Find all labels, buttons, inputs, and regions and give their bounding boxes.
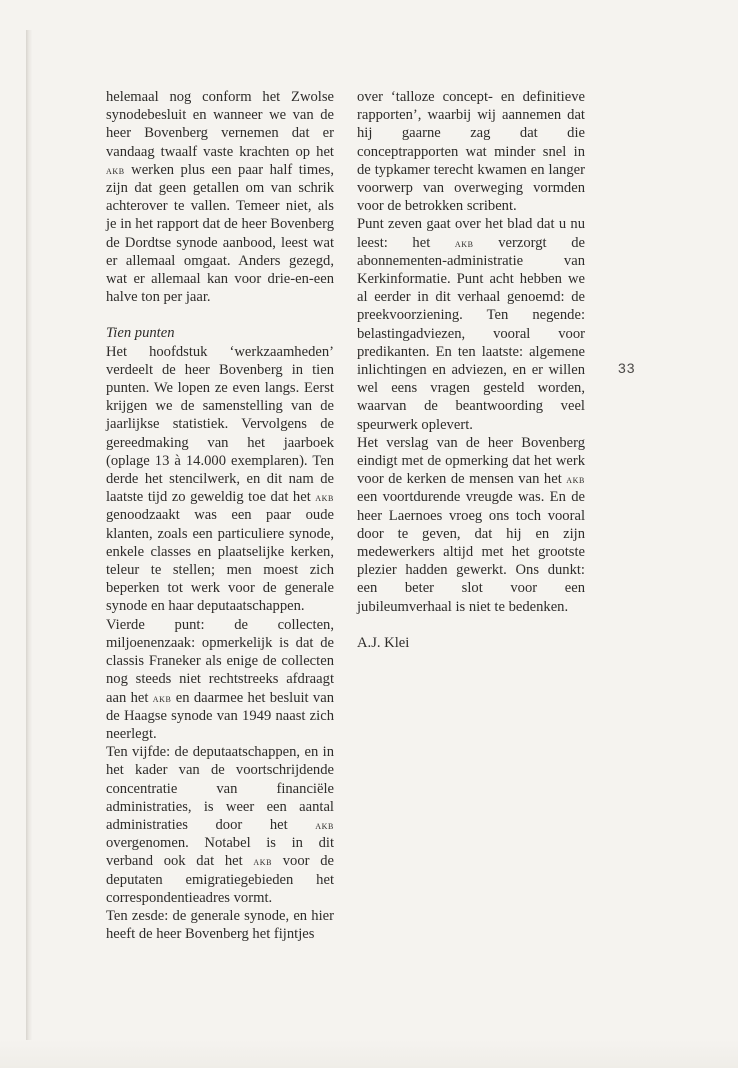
right-paragraph-3: Het verslag van de heer Bovenberg eindigt met de opmerking dat het werk voor de kerken de mensen van het akb een voortdurende vreugde was. En de heer Laernoes vroeg ons toch vooral door te geven, dat hij en zijn medewerkers altijd met het grootste plezier hadden gewerkt. Ons dunkt: een beter slot voor een jubileumverhaal is niet te bedenken. <box>357 434 585 615</box>
akb-abbreviation: akb <box>152 690 172 705</box>
left-column <box>106 88 334 943</box>
akb-abbreviation: akb <box>253 854 273 869</box>
book-spine-shadow <box>26 30 32 1040</box>
left-intro-paragraph: helemaal nog conform het Zwolse synodebesluit en wanneer we van de heer Bovenberg vernemen dat er vandaag twaalf vaste krachten op het akb werken plus een paar half times, zijn dat geen getallen om van schrik achterover te vallen. Temeer niet, als je in het rapport dat de heer Bovenberg de Dordtse synode aanbood, leest wat er allemaal omgaat. Anders gezegd, wat er allemaal kan voor drie-en-een halve ton per jaar. <box>106 89 334 306</box>
section-heading: Tien punten <box>106 325 175 342</box>
akb-abbreviation: akb <box>315 817 334 832</box>
left-paragraph-2: Vierde punt: de collecten, miljoenenzaak: opmerkelijk is dat de classis Franeker als enige de collecten nog steeds niet rechtstreeks afdraagt aan het akb en daarmee het besluit van de Haagse synode van 1949 naast zich neerlegt. <box>106 616 334 742</box>
page-number: 33 <box>618 360 636 376</box>
right-column <box>357 88 585 652</box>
right-paragraph-1: over ‘talloze concept- en definitieve rapporten’, waarbij wij aannemen dat hij gaarne zag dat die conceptrapporten wat minder snel in de typkamer terecht kwamen en langer voorwerp van overweging vormden voor de betrokken scribent. <box>357 89 585 215</box>
akb-abbreviation: akb <box>454 235 474 250</box>
akb-abbreviation: akb <box>106 162 125 177</box>
akb-abbreviation: akb <box>566 472 585 487</box>
left-paragraph-4: Ten zesde: de generale synode, en hier heeft de heer Bovenberg het fijntjes <box>106 907 334 943</box>
left-paragraph-3: Ten vijfde: de deputaatschappen, en in het kader van de voortschrijdende concentratie van financiële administraties, is weer een aantal administraties door het akb overgenomen. Notabel is in dit verband ook dat het akb voor de deputaten emigratiegebieden het correspondentieadres vormt. <box>106 744 334 906</box>
author-signature: A.J. Klei <box>357 634 410 651</box>
right-paragraph-2: Punt zeven gaat over het blad dat u nu leest: het akb verzorgt de abonnementen-administratie van Kerkinformatie. Punt acht hebben we al eerder in dit verhaal genoemd: de preekvoorziening. Ten negende: belastingadviezen, vooral voor predikanten. En ten laatste: algemene inlichtingen en adviezen, en er willen wel eens vragen gesteld worden, waarvan de beantwoording veel speurwerk oplevert. <box>357 216 585 433</box>
page-bottom-shading <box>0 1040 738 1068</box>
akb-abbreviation: akb <box>315 490 334 505</box>
left-paragraph-1: Het hoofdstuk ‘werkzaamheden’ verdeelt de heer Bovenberg in tien punten. We lopen ze even langs. Eerst krijgen we de samenstelling van de jaarlijkse statistiek. Vervolgens de gereedmaking van het jaarboek (oplage 13 à 14.000 exemplaren). Ten derde het stencilwerk, en dit nam de laatste tijd zo geweldig toe dat het akb genoodzaakt was een paar oude klanten, zoals een particuliere synode, enkele classes en plaatselijke kerken, teleur te stellen; men moest zich beperken tot werk voor de generale synode en haar deputaatschappen. <box>106 343 334 615</box>
